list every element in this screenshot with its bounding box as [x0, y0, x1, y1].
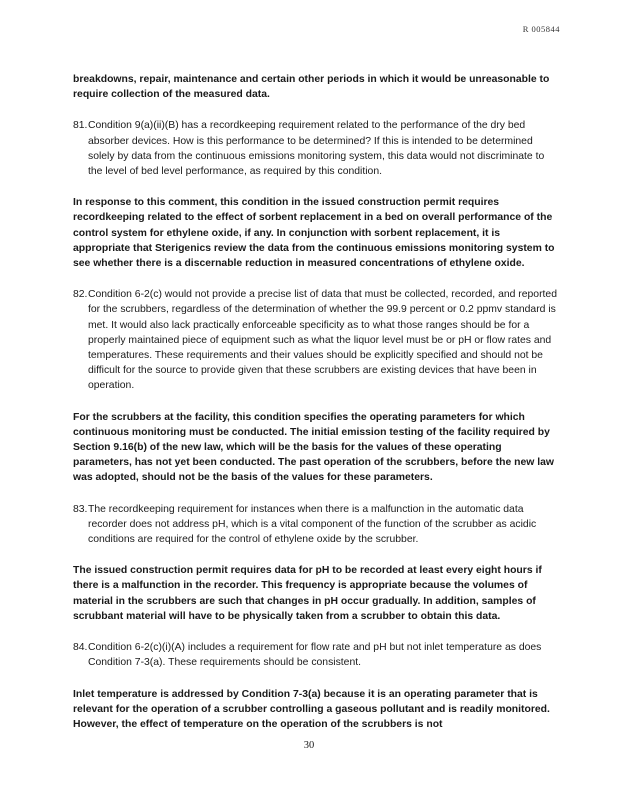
comment-number: 82. [73, 289, 88, 301]
comment-number: 83. [73, 503, 88, 515]
comment-item [73, 640, 558, 670]
comment-number: 81. [73, 120, 88, 132]
response-paragraph: The issued construction permit requires data for pH to be recorded at least every eight hours if there is a malfunction in the recorder. This frequency is appropriate because the volumes of material in the scrubbers are such that changes in pH occur gradually. In addition, samples of scrubbant material will have to be physically taken from a scrubber to obtain this data. [73, 565, 542, 622]
comment-text: Condition 6-2(c)(i)(A) includes a requirement for flow rate and pH but not inlet temperature as does Condition 7-3(a). These requirements should be consistent. [88, 642, 542, 669]
comment-item [73, 287, 558, 393]
response-paragraph: In response to this comment, this condition in the issued construction permit requires recordkeeping related to the effect of sorbent replacement in a bed on overall performance of the control system for ethylene oxide, if any. In conjunction with sorbent replacement, it is appropriate that Sterigenics review the data from the continuous emissions monitoring system to see whether there is a discernable reduction in measured concentrations of ethylene oxide. [73, 197, 555, 270]
comment-text: Condition 6-2(c) would not provide a precise list of data that must be collected, recorded, and reported for the scrubbers, regardless of the determination of whether the 99.9 percent or 0.2 ppmv standard is met. It would also lack practically enforceable specificity as to what those ranges should be for a properly maintained piece of equipment such as what the liquor level must be or pH or flow rates and temperatures. These requirements and their values should be explicitly specified and should not be difficult for the source to provide given that these scrubbers are existing devices that have been in operation. [88, 289, 557, 392]
comment-text: Condition 9(a)(ii)(B) has a recordkeeping requirement related to the performance of the dry bed absorber devices. How is this performance to be determined? If this is intended to be determined solely by data from the continuous emissions monitoring system, this data would not discriminate to the level of bed level performance, as required by this condition. [88, 120, 545, 178]
comment-number: 84. [73, 642, 88, 654]
document-body [73, 72, 558, 748]
response-paragraph: For the scrubbers at the facility, this condition specifies the operating parameters for which continuous monitoring must be conducted. The initial emission testing of the facility required by Section 9.16(b) of the new law, which will be the basis for the values of these operating parameters, has not yet been conducted. The past operation of the scrubbers, before the new law was adopted, should not be the basis of the values for these parameters. [73, 411, 554, 484]
comment-item [73, 118, 558, 179]
response-paragraph: breakdowns, repair, maintenance and certain other periods in which it would be unreasonable to require collection of the measured data. [73, 74, 550, 101]
response-paragraph: Inlet temperature is addressed by Condition 7-3(a) because it is an operating parameter that is relevant for the operation of a scrubber controlling a gaseous pollutant and is readily monitored. However, the effect of temperature on the operation of the scrubbers is not [73, 688, 550, 730]
page-number: 30 [303, 740, 315, 751]
bates-number: R 005844 [522, 24, 560, 34]
comment-text: The recordkeeping requirement for instances when there is a malfunction in the automatic data recorder does not address pH, which is a vital component of the function of the scrubber as acidic conditions are required for the control of ethylene oxide by the scrubber. [88, 503, 537, 546]
comment-item [73, 502, 558, 548]
